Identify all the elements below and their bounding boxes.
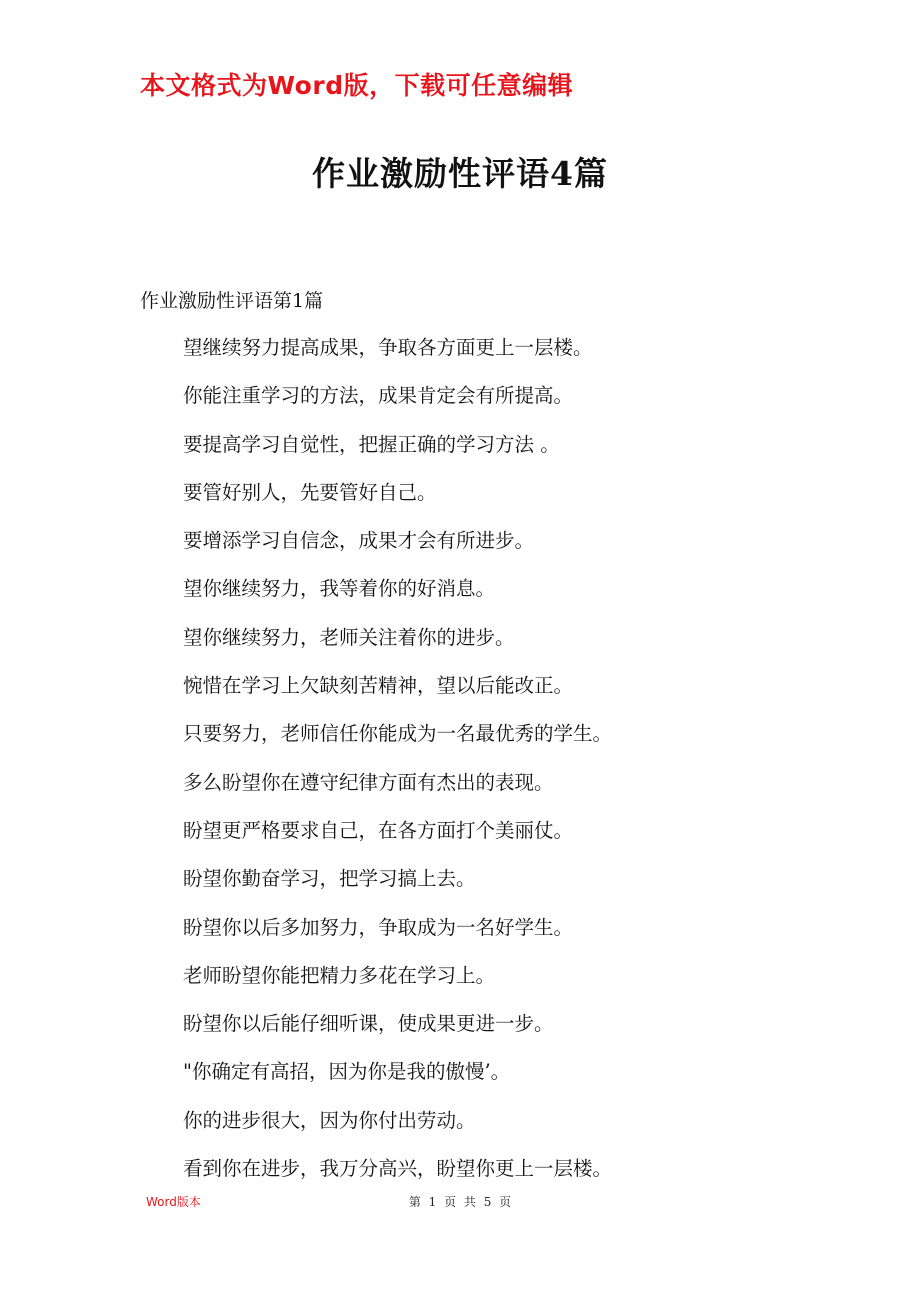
- comment-item: 你能注重学习的方法，成果肯定会有所提高。: [183, 384, 574, 408]
- comment-item: 惋惜在学习上欠缺刻苦精神，望以后能改正。: [183, 674, 574, 698]
- comment-item: "你确定有高招，因为你是我的傲慢’。: [183, 1060, 511, 1084]
- comment-item: 只要努力，老师信任你能成为一名最优秀的学生。: [183, 722, 613, 746]
- comment-item: 盼望你以后能仔细听课，使成果更进一步。: [183, 1012, 554, 1036]
- comment-item: 老师盼望你能把精力多花在学习上。: [183, 963, 496, 987]
- comment-item: 多么盼望你在遵守纪律方面有杰出的表现。: [183, 770, 554, 794]
- comment-item: 望继续努力提高成果，争取各方面更上一层楼。: [183, 336, 593, 359]
- comment-item: 盼望你勤奋学习，把学习搞上去。: [183, 867, 476, 891]
- comment-item: 要管好别人，先要管好自己。: [183, 480, 437, 504]
- comment-item: 要增添学习自信念，成果才会有所进步。: [183, 529, 535, 553]
- footer-page-number: 第 1 页 共 5 页: [408, 1195, 512, 1209]
- document-title: 作业激励性评语4篇: [312, 154, 608, 193]
- comment-list: [183, 333, 612, 1202]
- footer-version-label: Word版本: [146, 1195, 201, 1209]
- comment-item: 你的进步很大，因为你付出劳动。: [183, 1108, 476, 1132]
- comment-item: 盼望你以后多加努力，争取成为一名好学生。: [183, 915, 574, 939]
- comment-item: 盼望更严格要求自己，在各方面打个美丽仗。: [183, 818, 574, 842]
- comment-item: 要提高学习自觉性，把握正确的学习方法 。: [183, 432, 560, 456]
- format-notice-banner: 本文格式为Word版，下载可任意编辑: [140, 71, 574, 100]
- section-heading: 作业激励性评语第1篇: [140, 290, 324, 312]
- comment-item: 看到你在进步，我万分高兴，盼望你更上一层楼。: [183, 1157, 613, 1181]
- comment-item: 望你继续努力，老师关注着你的进步。: [183, 625, 515, 649]
- comment-item: 望你继续努力，我等着你的好消息。: [183, 577, 496, 601]
